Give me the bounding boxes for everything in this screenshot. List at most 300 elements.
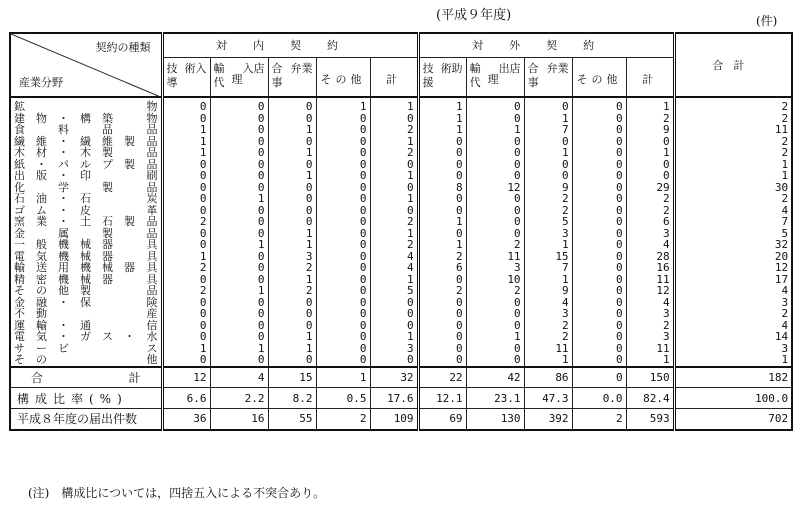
industry-row-label — [14, 308, 158, 320]
industry-label: 産業分野 — [19, 76, 63, 89]
data-cell: 0 — [615, 341, 623, 355]
domestic-data-column-5 — [370, 97, 418, 367]
summary-domestic-value: 0.5 — [316, 388, 370, 409]
data-cell: 0 — [615, 330, 623, 343]
data-cell: 0 — [615, 226, 623, 240]
summary-domestic-value: 1 — [316, 367, 370, 388]
data-cell: 1 — [305, 169, 313, 182]
industry-column — [10, 97, 162, 367]
data-cell: 0 — [561, 100, 569, 113]
data-cell: 2 — [406, 123, 414, 136]
data-cell: 29 — [656, 180, 670, 194]
data-cell: 0 — [199, 169, 207, 182]
summary-total-value: 182 — [674, 367, 792, 388]
data-cell: 7 — [561, 123, 569, 136]
industry-name: 建 物 ・ 構 築 — [14, 111, 113, 125]
data-cell: 1 — [257, 284, 265, 297]
data-cell: 30 — [774, 180, 789, 194]
data-cell: 0 — [199, 226, 207, 240]
data-cell: 0 — [513, 215, 521, 228]
domestic-col-header-left: 輸代 — [213, 61, 225, 89]
domestic-col-header-mid: 計 — [386, 72, 402, 86]
industry-name-end: 産 — [146, 307, 158, 320]
data-cell: 0 — [615, 272, 623, 286]
data-cell: 7 — [781, 215, 789, 228]
domestic-col-header-3 — [268, 57, 316, 97]
industry-name: そ の — [14, 353, 47, 366]
data-cell: 1 — [257, 192, 265, 205]
industry-name-end: 品 — [146, 134, 158, 148]
industry-row-label — [14, 101, 158, 113]
foreign-data-column-4 — [572, 97, 626, 367]
data-cell: 0 — [305, 192, 313, 205]
data-cell: 0 — [359, 330, 367, 343]
summary-foreign-value: 150 — [626, 367, 674, 388]
data-cell: 1 — [561, 146, 569, 159]
summary-foreign-value: 130 — [466, 409, 524, 430]
data-cell: 0 — [615, 203, 623, 217]
domestic-data-column-1 — [162, 97, 210, 367]
data-cell: 2 — [663, 318, 670, 332]
data-cell: 0 — [305, 134, 313, 148]
data-cell: 0 — [199, 318, 207, 332]
data-cell: 0 — [455, 353, 463, 366]
data-cell: 2 — [781, 111, 789, 125]
data-cell: 1 — [455, 100, 463, 113]
data-cell: 12 — [656, 284, 670, 297]
industry-name-end: 物 — [146, 111, 158, 125]
data-cell: 4 — [781, 318, 789, 332]
summary-domestic-value: 2.2 — [210, 388, 268, 409]
industry-name-end: 刷 — [146, 169, 158, 182]
data-cell: 1 — [406, 169, 414, 182]
industry-name-end: 険 — [146, 295, 158, 309]
industry-name-end: 革 — [146, 203, 158, 217]
data-cell: 2 — [663, 203, 670, 217]
data-cell: 1 — [359, 100, 367, 113]
data-cell: 1 — [781, 353, 789, 366]
domestic-col-header-mid: 理 — [231, 72, 247, 86]
industry-name-end: 具 — [146, 249, 158, 263]
data-cell: 9 — [561, 180, 569, 194]
data-cell: 0 — [406, 295, 414, 309]
data-cell: 0 — [359, 111, 367, 125]
summary-label-text: 平成８年度の届出件数 — [17, 412, 138, 427]
data-cell: 2 — [513, 238, 521, 251]
data-cell: 0 — [359, 192, 367, 205]
data-cell: 0 — [305, 295, 313, 309]
data-cell: 0 — [455, 295, 463, 309]
data-cell: 3 — [663, 307, 670, 320]
data-cell: 1 — [781, 157, 789, 171]
data-cell: 14 — [774, 330, 789, 343]
data-cell: 1 — [257, 238, 265, 251]
industry-row-label — [14, 262, 158, 274]
data-cell: 4 — [663, 295, 670, 309]
data-cell: 0 — [561, 134, 569, 148]
data-cell: 12 — [507, 180, 521, 194]
foreign-col-header-mid: その他 — [576, 72, 622, 86]
data-cell: 0 — [359, 353, 367, 366]
data-cell: 0 — [257, 169, 265, 182]
data-cell: 0 — [663, 134, 670, 148]
industry-name: ゴ ム ・ 皮 — [14, 203, 91, 217]
year-label: (平成９年度) — [436, 8, 512, 23]
data-cell: 0 — [513, 307, 521, 320]
header-corner-cell — [10, 33, 162, 97]
data-cell: 4 — [406, 249, 414, 263]
data-cell: 3 — [406, 341, 414, 355]
summary-domestic-value: 2 — [316, 409, 370, 430]
foreign-col-header-left: 輸代 — [469, 61, 481, 89]
domestic-col-header-right: 入店 — [242, 61, 265, 75]
contract-type-label: 契約の種類 — [95, 41, 151, 54]
data-cell: 0 — [513, 318, 521, 332]
data-cell: 4 — [663, 238, 670, 251]
summary-foreign-value: 69 — [418, 409, 466, 430]
data-cell: 1 — [561, 353, 569, 366]
data-cell: 2 — [561, 318, 569, 332]
industry-name-end: 品 — [146, 215, 158, 228]
data-cell: 0 — [455, 203, 463, 217]
summary-foreign-value: 23.1 — [466, 388, 524, 409]
data-cell: 16 — [656, 261, 670, 274]
data-cell: 0 — [406, 307, 414, 320]
foreign-col-header-2 — [466, 57, 524, 97]
data-cell: 1 — [455, 123, 463, 136]
data-cell: 0 — [359, 157, 367, 171]
data-cell: 3 — [561, 226, 569, 240]
data-cell: 0 — [257, 111, 265, 125]
industry-row-label — [14, 124, 158, 136]
industry-name: そ の 他 製 — [14, 284, 91, 297]
data-cell: 1 — [305, 272, 313, 286]
foreign-group-header: 対外契約 — [418, 33, 674, 57]
summary-total-value: 702 — [674, 409, 792, 430]
domestic-group-header: 対内契約 — [162, 33, 418, 57]
data-cell: 0 — [406, 157, 414, 171]
data-cell: 2 — [561, 330, 569, 343]
data-cell: 0 — [663, 157, 670, 171]
data-cell: 0 — [257, 261, 265, 274]
industry-name-end: 品 — [146, 284, 158, 297]
data-cell: 1 — [455, 238, 463, 251]
data-cell: 1 — [199, 341, 207, 355]
data-cell: 0 — [199, 180, 207, 194]
data-cell: 0 — [615, 192, 623, 205]
summary-domestic-value: 55 — [268, 409, 316, 430]
data-cell: 1 — [199, 123, 207, 136]
data-cell: 2 — [305, 261, 313, 274]
data-cell: 0 — [513, 192, 521, 205]
data-cell: 0 — [359, 341, 367, 355]
data-cell: 0 — [359, 180, 367, 194]
data-cell: 0 — [615, 180, 623, 194]
industry-row-label — [14, 147, 158, 159]
domestic-col-header-4 — [316, 57, 370, 97]
data-cell: 1 — [561, 272, 569, 286]
data-cell: 17 — [774, 272, 789, 286]
data-cell: 1 — [305, 146, 313, 159]
summary-domestic-value: 17.6 — [370, 388, 418, 409]
data-cell: 1 — [561, 238, 569, 251]
data-cell: 0 — [455, 146, 463, 159]
data-cell: 1 — [305, 341, 313, 355]
data-cell: 0 — [455, 318, 463, 332]
industry-name-end: 他 — [146, 353, 158, 366]
data-cell: 0 — [359, 203, 367, 217]
data-cell: 0 — [513, 146, 521, 159]
data-cell: 6 — [663, 215, 670, 228]
industry-name: 窯 業 ・ 土 石 製 — [14, 215, 135, 228]
industry-name: 金 融 ・ 保 — [14, 295, 91, 309]
summary-label-first: 合 — [31, 370, 44, 385]
foreign-data-column-5 — [626, 97, 674, 367]
data-cell: 0 — [359, 169, 367, 182]
data-cell: 12 — [774, 261, 789, 274]
industry-name: 出 版 ・ 印 — [14, 169, 91, 182]
data-cell: 0 — [199, 157, 207, 171]
data-cell: 0 — [305, 203, 313, 217]
data-cell: 0 — [513, 157, 521, 171]
data-cell: 0 — [257, 123, 265, 136]
industry-row-label — [14, 331, 158, 343]
data-cell: 4 — [561, 295, 569, 309]
industry-name: 電 気 機 械 器 — [14, 249, 113, 263]
data-cell: 0 — [257, 307, 265, 320]
foreign-col-header-4 — [572, 57, 626, 97]
data-cell: 0 — [406, 353, 414, 366]
summary-domestic-value: 12 — [162, 367, 210, 388]
domestic-col-header-right: 弁業 — [290, 61, 313, 75]
summary-foreign-value: 82.4 — [626, 388, 674, 409]
data-cell: 1 — [406, 272, 414, 286]
data-cell: 0 — [455, 272, 463, 286]
data-cell: 0 — [359, 238, 367, 251]
industry-name: 一 般 機 械 器 — [14, 238, 113, 251]
data-cell: 0 — [615, 238, 623, 251]
data-cell: 11 — [507, 249, 521, 263]
data-cell: 4 — [406, 261, 414, 274]
data-cell: 0 — [305, 307, 313, 320]
data-cell: 1 — [406, 226, 414, 240]
foreign-col-header-left: 合事 — [527, 61, 539, 89]
industry-name: 輸 送 用 機 械 器 — [14, 261, 135, 274]
data-cell: 0 — [615, 169, 623, 182]
data-cell: 0 — [257, 226, 265, 240]
data-cell: 3 — [513, 261, 521, 274]
data-cell: 2 — [781, 134, 789, 148]
summary-foreign-value: 0 — [572, 367, 626, 388]
data-cell: 8 — [455, 180, 463, 194]
data-cell: 0 — [305, 353, 313, 366]
data-cell: 0 — [561, 169, 569, 182]
data-cell: 11 — [656, 341, 670, 355]
data-cell: 0 — [359, 318, 367, 332]
foreign-col-header-mid: 理 — [487, 72, 503, 86]
foreign-col-header-3 — [524, 57, 572, 97]
data-cell: 0 — [455, 157, 463, 171]
data-cell: 0 — [615, 318, 623, 332]
data-cell: 2 — [781, 146, 789, 159]
data-cell: 1 — [305, 238, 313, 251]
data-cell: 0 — [513, 169, 521, 182]
data-cell: 0 — [513, 134, 521, 148]
data-cell: 2 — [455, 284, 463, 297]
summary-foreign-value: 86 — [524, 367, 572, 388]
summary-domestic-value: 6.6 — [162, 388, 210, 409]
data-cell: 2 — [406, 215, 414, 228]
data-cell: 0 — [615, 100, 623, 113]
industry-row-label — [14, 354, 158, 366]
data-cell: 3 — [781, 341, 789, 355]
data-cell: 0 — [305, 318, 313, 332]
summary-foreign-value: 42 — [466, 367, 524, 388]
grand-total-column — [674, 97, 792, 367]
data-cell: 0 — [615, 123, 623, 136]
industry-row-label — [14, 285, 158, 297]
foreign-col-header-right: 出店 — [498, 61, 521, 75]
grand-total-header: 合計 — [674, 33, 792, 97]
summary-domestic-value: 4 — [210, 367, 268, 388]
data-cell: 2 — [406, 146, 414, 159]
data-cell: 9 — [561, 284, 569, 297]
data-cell: 2 — [199, 261, 207, 274]
data-cell: 0 — [406, 318, 414, 332]
summary-foreign-value: 593 — [626, 409, 674, 430]
data-cell: 0 — [199, 295, 207, 309]
data-cell: 1 — [199, 134, 207, 148]
industry-name: 食 料 品 — [14, 123, 113, 136]
data-cell: 1 — [455, 215, 463, 228]
data-cell: 0 — [359, 249, 367, 263]
data-cell: 1 — [406, 192, 414, 205]
data-cell: 0 — [455, 330, 463, 343]
summary-foreign-value: 47.3 — [524, 388, 572, 409]
data-cell: 0 — [359, 226, 367, 240]
industry-row-label — [14, 216, 158, 228]
data-cell: 0 — [359, 146, 367, 159]
foreign-col-header-right: 術助 — [440, 61, 463, 75]
industry-name-end: 物 — [146, 100, 158, 113]
data-cell: 1 — [663, 100, 670, 113]
industry-row-label — [14, 193, 158, 205]
domestic-col-header-5 — [370, 57, 418, 97]
industry-name: 不 動 — [14, 307, 47, 320]
industry-name: 紙 ・ パ ル プ 製 — [14, 157, 135, 171]
summary-foreign-value: 392 — [524, 409, 572, 430]
summary-domestic-value: 36 — [162, 409, 210, 430]
data-cell: 3 — [561, 307, 569, 320]
data-cell: 2 — [561, 192, 569, 205]
data-cell: 2 — [199, 215, 207, 228]
data-cell: 0 — [257, 157, 265, 171]
data-cell: 0 — [199, 238, 207, 251]
footnote: (注) 構成比については，四捨五入による不突合あり。 — [28, 486, 326, 500]
domestic-col-header-right: 術入 — [184, 61, 207, 75]
data-cell: 0 — [615, 157, 623, 171]
data-cell: 0 — [359, 134, 367, 148]
data-cell: 0 — [406, 203, 414, 217]
data-cell: 4 — [781, 203, 789, 217]
data-cell: 0 — [615, 261, 623, 274]
data-cell: 5 — [561, 215, 569, 228]
data-cell: 28 — [656, 249, 670, 263]
summary-label-second: 計 — [128, 370, 141, 385]
summary-foreign-value: 12.1 — [418, 388, 466, 409]
data-cell: 0 — [257, 146, 265, 159]
data-cell: 2 — [561, 203, 569, 217]
industry-name: サ ー ビ — [14, 341, 69, 355]
data-cell: 0 — [615, 249, 623, 263]
data-cell: 0 — [257, 100, 265, 113]
summary-total-value: 100.0 — [674, 388, 792, 409]
data-cell: 0 — [257, 134, 265, 148]
industry-name-end: 炭 — [146, 192, 158, 205]
data-cell: 2 — [406, 238, 414, 251]
data-cell: 0 — [513, 341, 521, 355]
industry-name-end: 水 — [146, 330, 158, 343]
data-cell: 1 — [663, 353, 670, 366]
data-cell: 0 — [257, 353, 265, 366]
data-cell: 0 — [305, 100, 313, 113]
data-cell: 0 — [455, 307, 463, 320]
domestic-col-header-left: 合事 — [271, 61, 283, 89]
data-cell: 6 — [455, 261, 463, 274]
industry-name: 繊 維 ・ 繊 維 製 — [14, 134, 135, 148]
data-cell: 0 — [199, 192, 207, 205]
data-cell: 0 — [513, 295, 521, 309]
data-cell: 0 — [513, 111, 521, 125]
industry-name-end: 信 — [146, 318, 158, 332]
data-cell: 0 — [257, 330, 265, 343]
industry-row-label — [14, 170, 158, 182]
data-cell: 0 — [455, 341, 463, 355]
industry-name-end: 具 — [146, 261, 158, 274]
data-cell: 10 — [507, 272, 521, 286]
foreign-col-header-left: 技援 — [422, 61, 434, 89]
data-cell: 0 — [615, 111, 623, 125]
data-cell: 0 — [455, 134, 463, 148]
data-cell: 9 — [663, 123, 670, 136]
industry-name-end: 具 — [146, 272, 158, 286]
industry-name: 精 密 機 械 器 — [14, 272, 113, 286]
data-cell: 0 — [359, 295, 367, 309]
data-cell: 4 — [781, 284, 789, 297]
foreign-col-header-mid: 計 — [642, 72, 658, 86]
data-cell: 1 — [199, 146, 207, 159]
industry-row-label — [14, 239, 158, 251]
data-cell: 0 — [199, 307, 207, 320]
data-cell: 0 — [513, 203, 521, 217]
industry-name-end: 品 — [146, 146, 158, 159]
industry-name: 石 油 ・ 石 — [14, 192, 91, 205]
summary-domestic-value: 16 — [210, 409, 268, 430]
data-cell: 1 — [406, 100, 414, 113]
summary-domestic-value: 15 — [268, 367, 316, 388]
data-cell: 0 — [257, 272, 265, 286]
data-cell: 2 — [513, 284, 521, 297]
data-cell: 5 — [406, 284, 414, 297]
industry-name: 鉱 — [14, 100, 25, 113]
data-cell: 0 — [199, 353, 207, 366]
data-cell: 0 — [257, 295, 265, 309]
summary-row — [10, 367, 792, 388]
domestic-col-header-1 — [162, 57, 210, 97]
industry-name-end: 品 — [146, 157, 158, 171]
summary-label-spaced — [17, 369, 161, 386]
data-cell: 0 — [359, 307, 367, 320]
